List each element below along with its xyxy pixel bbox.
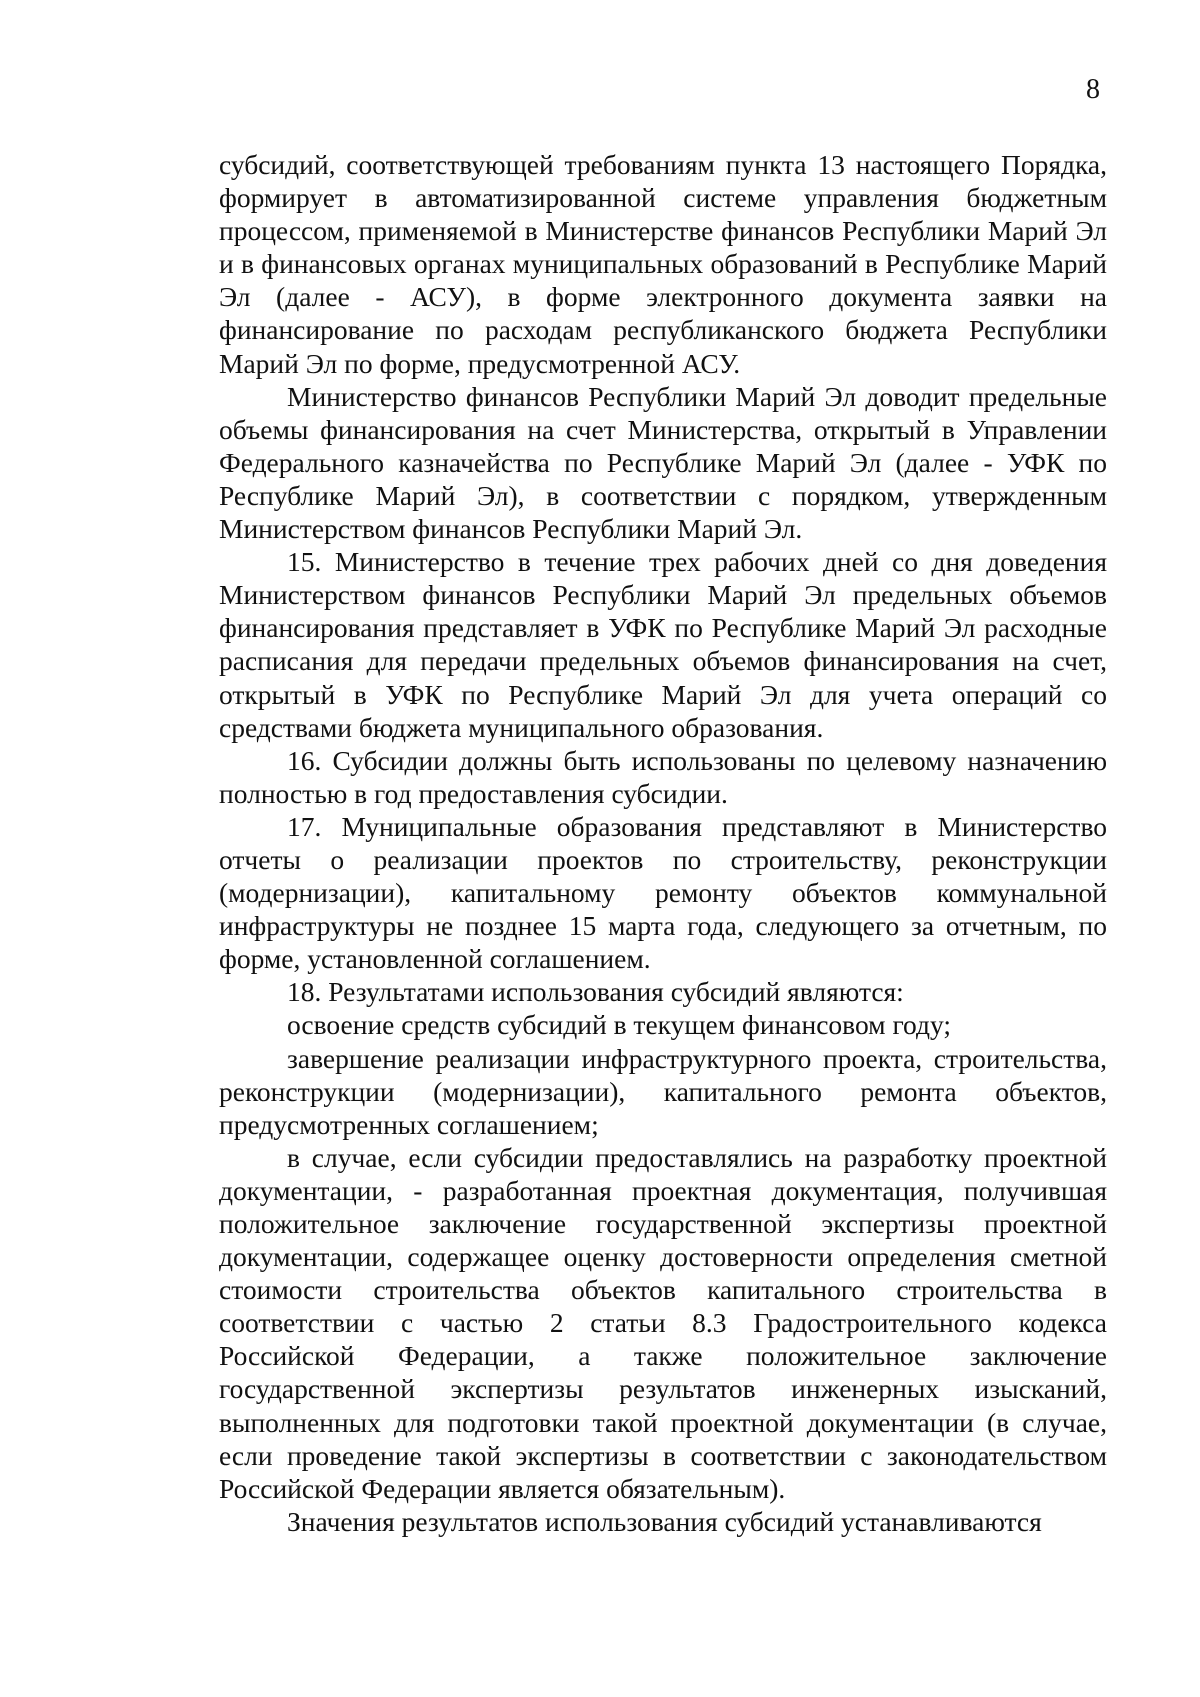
paragraph: субсидий, соответствующей требованиям пункта 13 настоящего Порядка, формирует в автоматизированной системе управления бюджетным процессом, применяемой в Министерстве финансов Республики Марий Эл и в финансовых органах муниципальных образований в Республике Марий Эл (далее - АСУ), в форме электронного документа заявки на финансирование по расходам республиканского бюджета Республики Марий Эл по форме, предусмотренной АСУ. xyxy=(219,149,1107,379)
paragraph: Министерство финансов Республики Марий Эл доводит предельные объемы финансирования на счет Министерства, открытый в Управлении Федерального казначейства по Республике Марий Эл (далее - УФК по Республике Марий Эл), в соответствии с порядком, утвержденным Министерством финансов Республики Марий Эл. xyxy=(219,380,1107,545)
paragraph: Значения результатов использования субсидий устанавливаются xyxy=(287,1505,1042,1537)
page-number: 8 xyxy=(1086,74,1100,105)
paragraph: в случае, если субсидии предоставлялись на разработку проектной документации, - разработанная проектная документация, получившая положительное заключение государственной экспертизы проектной документации, содержащее оценку достоверности определения сметной стоимости строительства объектов капитального строительства в соответствии с частью 2 статьи 8.3 Градостроительного кодекса Российской Федерации, а также положительное заключение государственной экспертизы результатов инженерных изысканий, выполненных для подготовки такой проектной документации (в случае, если проведение такой экспертизы в соответствии с законодательством Российской Федерации является обязательным). xyxy=(219,1141,1107,1504)
paragraph-item-17: 17. Муниципальные образования представляют в Министерство отчеты о реализации проектов по строительству, реконструкции (модернизации), капитальному ремонту объектов коммунальной инфраструктуры не позднее 15 марта года, следующего за отчетным, по форме, установленной соглашением. xyxy=(219,810,1107,975)
paragraph: освоение средств субсидий в текущем финансовом году; xyxy=(287,1009,952,1041)
document-body xyxy=(219,148,1107,1538)
paragraph: завершение реализации инфраструктурного проекта, строительства, реконструкции (модернизации), капитального ремонта объектов, предусмотренных соглашением; xyxy=(219,1042,1107,1140)
paragraph-item-16: 16. Субсидии должны быть использованы по целевому назначению полностью в год предоставления субсидии. xyxy=(219,744,1107,809)
paragraph-item-18: 18. Результатами использования субсидий являются: xyxy=(287,976,904,1008)
paragraph-item-15: 15. Министерство в течение трех рабочих дней со дня доведения Министерством финансов Республики Марий Эл предельных объемов финансирования представляет в УФК по Республике Марий Эл расходные расписания для передачи предельных объемов финансирования на счет, открытый в УФК по Республике Марий Эл для учета операций со средствами бюджета муниципального образования. xyxy=(219,546,1107,743)
